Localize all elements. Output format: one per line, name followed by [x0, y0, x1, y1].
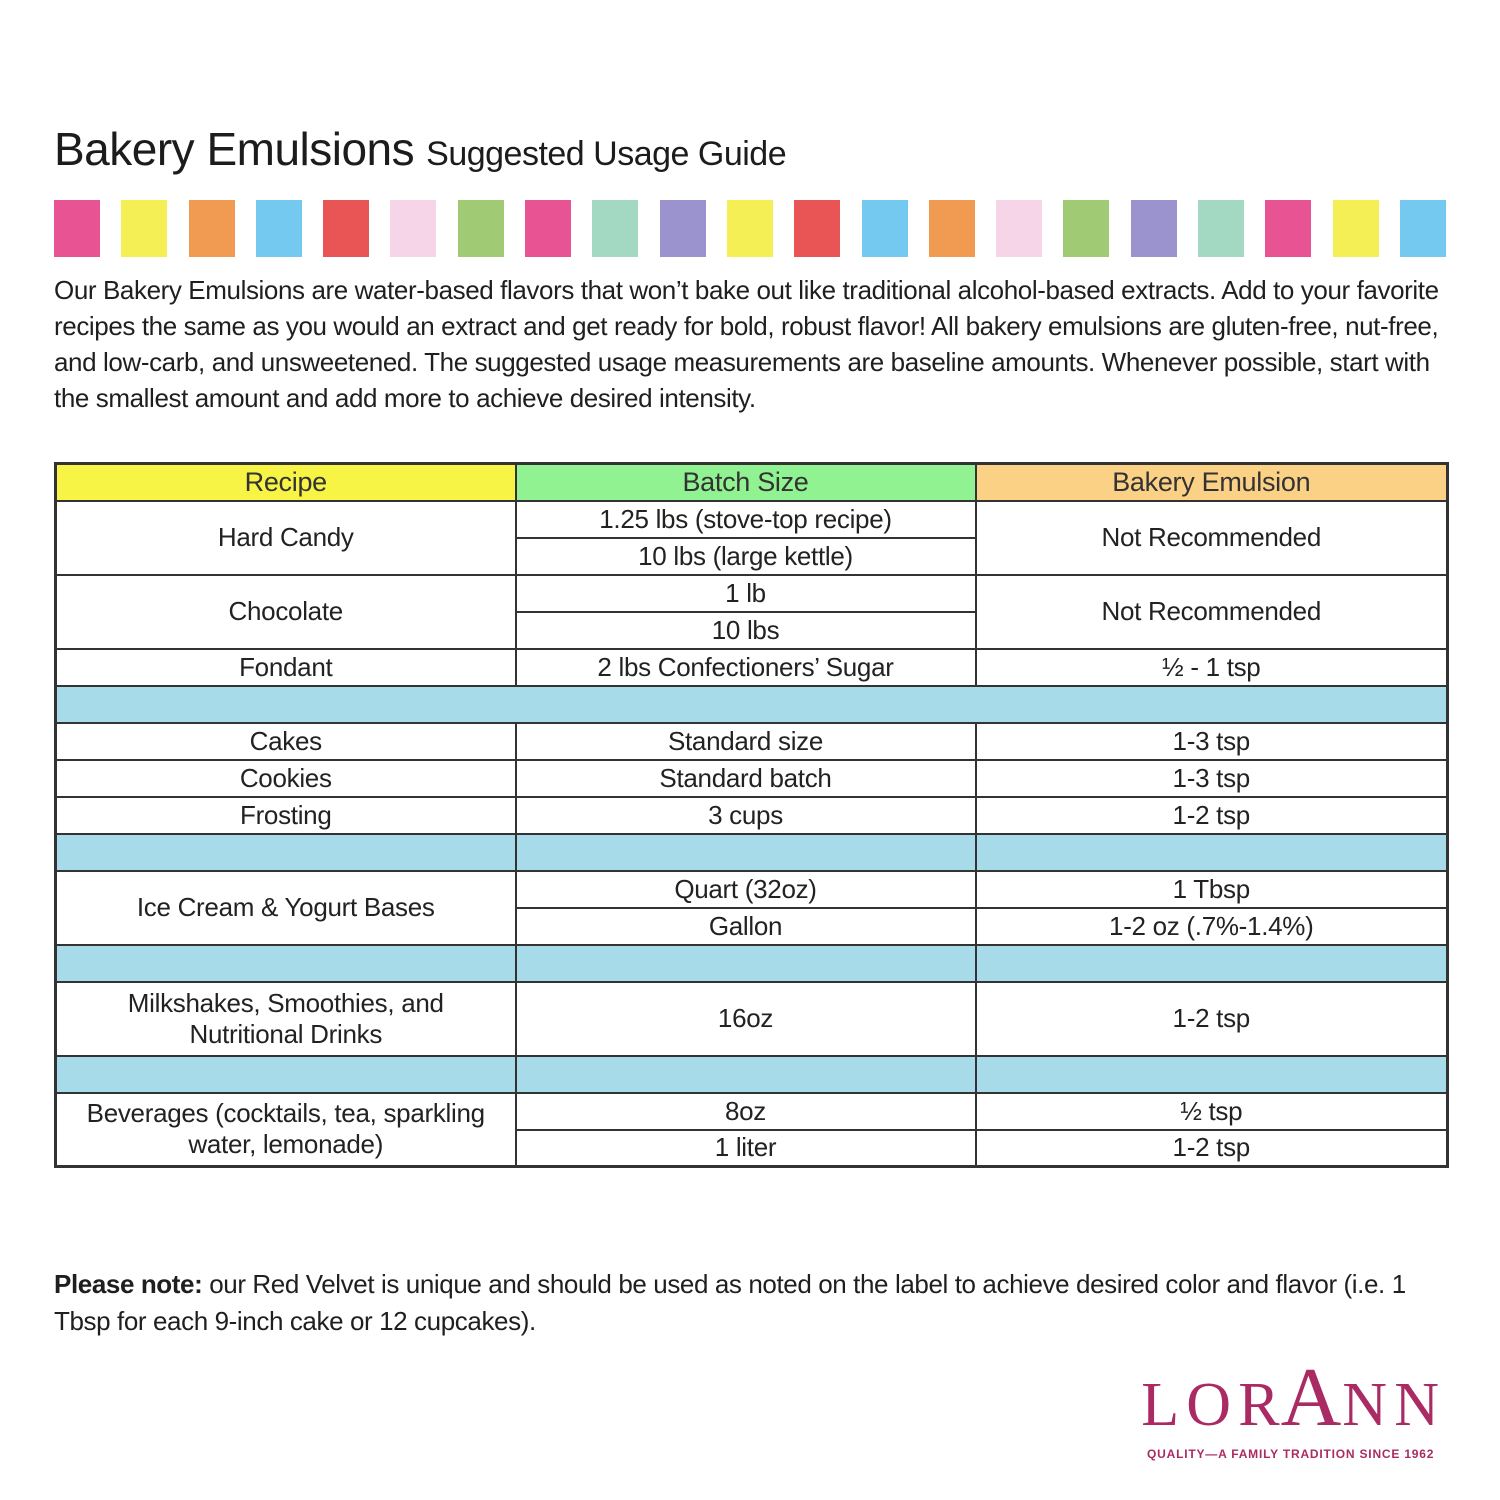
color-swatch	[592, 200, 638, 257]
spacer-row	[56, 1056, 1448, 1093]
table-cell: 8oz	[516, 1093, 976, 1130]
table-cell: 1-2 tsp	[976, 1130, 1448, 1167]
color-swatch	[390, 200, 436, 257]
color-swatch	[1400, 200, 1446, 257]
color-swatch	[862, 200, 908, 257]
table-cell: 1 lb	[516, 575, 976, 612]
color-swatch	[1265, 200, 1311, 257]
color-swatch	[996, 200, 1042, 257]
table-cell: 2 lbs Confectioners’ Sugar	[516, 649, 976, 686]
table-cell: 10 lbs (large kettle)	[516, 538, 976, 575]
color-swatch	[1131, 200, 1177, 257]
intro-paragraph: Our Bakery Emulsions are water-based flavors that won’t bake out like traditional alcohol-based extracts. Add to your favorite recipes the same as you would an extract and get ready for bold, robust flavor! All bakery emulsions are gluten-free, nut-free, and low-carb, and unsweetened. The suggested usage measurements are baseline amounts. Whenever possible, start with the smallest amount and add more to achieve desired intensity.	[54, 275, 1439, 413]
color-swatch	[458, 200, 504, 257]
table-cell: Fondant	[56, 649, 516, 686]
logo-tagline: QUALITY—A FAMILY TRADITION SINCE 1962	[1147, 1447, 1435, 1461]
color-swatch	[121, 200, 167, 257]
table-row	[56, 982, 1448, 1056]
spacer-cell	[976, 834, 1448, 871]
header-row	[56, 464, 1448, 501]
color-swatch	[54, 200, 100, 257]
table-cell: Chocolate	[56, 575, 516, 649]
table-cell: Standard size	[516, 723, 976, 760]
spacer-cell	[56, 945, 516, 982]
table-cell: ½ tsp	[976, 1093, 1448, 1130]
title-sub: Suggested Usage Guide	[426, 135, 787, 173]
table-row	[56, 1093, 1448, 1130]
table-cell: Ice Cream & Yogurt Bases	[56, 871, 516, 945]
table-cell: 10 lbs	[516, 612, 976, 649]
table-row	[56, 649, 1448, 686]
spacer-row	[56, 834, 1448, 871]
logo-letters-end: N N	[1342, 1371, 1440, 1439]
spacer-cell	[516, 834, 976, 871]
table-cell: Cakes	[56, 723, 516, 760]
table-cell: 1-2 tsp	[976, 797, 1448, 834]
logo-letters-start: L O R	[1141, 1371, 1281, 1439]
note-text: our Red Velvet is unique and should be used as noted on the label to achieve desired color and flavor (i.e. 1 Tbsp for each 9-inch cake or 12 cupcakes).	[54, 1269, 1406, 1336]
color-swatch	[794, 200, 840, 257]
color-swatch	[660, 200, 706, 257]
table-cell: Gallon	[516, 908, 976, 945]
title-main: Bakery Emulsions	[54, 123, 415, 175]
lorann-wordmark	[1141, 1351, 1440, 1444]
table-row	[56, 871, 1448, 908]
table-cell: 1-3 tsp	[976, 723, 1448, 760]
table-cell: 1 Tbsp	[976, 871, 1448, 908]
color-swatch	[323, 200, 369, 257]
table-body	[56, 501, 1448, 1167]
column-header-recipe: Recipe	[56, 464, 516, 501]
table-row	[56, 723, 1448, 760]
table-cell: Hard Candy	[56, 501, 516, 575]
table-cell: Not Recommended	[976, 575, 1448, 649]
table-cell: Cookies	[56, 760, 516, 797]
table-cell: 1-2 oz (.7%-1.4%)	[976, 908, 1448, 945]
color-swatch	[1063, 200, 1109, 257]
table-cell: ½ - 1 tsp	[976, 649, 1448, 686]
table-cell: Standard batch	[516, 760, 976, 797]
table-row	[56, 797, 1448, 834]
spacer-cell	[516, 1056, 976, 1093]
color-swatch	[525, 200, 571, 257]
logo-letter-a: A	[1280, 1351, 1343, 1444]
color-swatch	[929, 200, 975, 257]
column-header-batch-size: Batch Size	[516, 464, 976, 501]
note-label: Please note:	[54, 1269, 203, 1299]
table-cell: Frosting	[56, 797, 516, 834]
color-swatch	[727, 200, 773, 257]
spacer-row	[56, 686, 1448, 723]
table-cell: Milkshakes, Smoothies, and Nutritional Drinks	[56, 982, 516, 1056]
usage-table	[54, 462, 1449, 1168]
table-row	[56, 575, 1448, 612]
table-cell: 1 liter	[516, 1130, 976, 1167]
table-cell: 3 cups	[516, 797, 976, 834]
spacer-row	[56, 945, 1448, 982]
color-swatch	[256, 200, 302, 257]
brand-logo	[1141, 1351, 1440, 1461]
spacer-cell	[56, 686, 1448, 723]
color-swatch	[1333, 200, 1379, 257]
table-cell: 1-2 tsp	[976, 982, 1448, 1056]
spacer-cell	[976, 1056, 1448, 1093]
table-cell: Quart (32oz)	[516, 871, 976, 908]
page-title	[54, 122, 1446, 176]
note	[54, 1266, 1446, 1340]
color-swatch	[1198, 200, 1244, 257]
table-cell: Not Recommended	[976, 501, 1448, 575]
spacer-cell	[56, 1056, 516, 1093]
color-strip	[54, 200, 1446, 257]
table-row	[56, 501, 1448, 538]
table-cell: Beverages (cocktails, tea, sparkling water, lemonade)	[56, 1093, 516, 1167]
table-cell: 1.25 lbs (stove-top recipe)	[516, 501, 976, 538]
spacer-cell	[56, 834, 516, 871]
table-cell: 1-3 tsp	[976, 760, 1448, 797]
spacer-cell	[516, 945, 976, 982]
table-cell: 16oz	[516, 982, 976, 1056]
table-row	[56, 760, 1448, 797]
spacer-cell	[976, 945, 1448, 982]
column-header-bakery-emulsion: Bakery Emulsion	[976, 464, 1448, 501]
color-swatch	[189, 200, 235, 257]
